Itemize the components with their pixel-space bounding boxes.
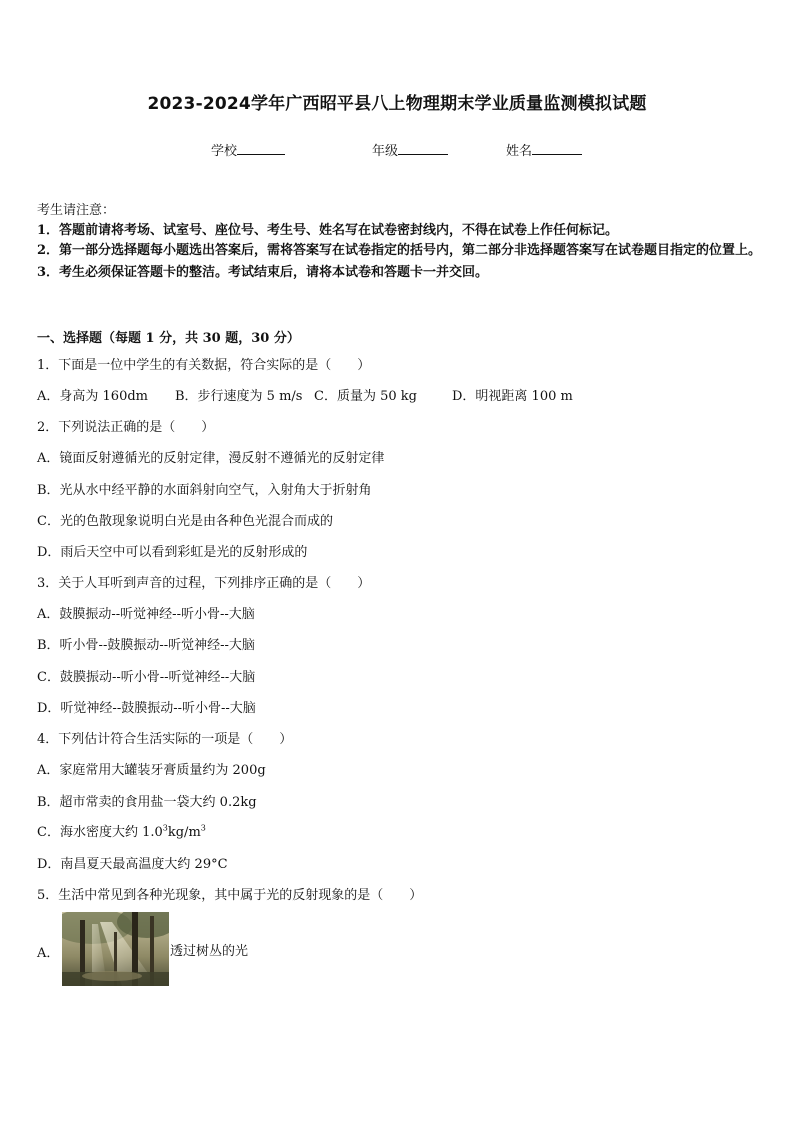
q1-option-c: C．质量为 50 kg [314, 389, 417, 404]
notice-item-3: 3．考生必须保证答题卡的整洁。考试结束后，请将本试卷和答题卡一并交回。 [37, 265, 489, 280]
q2-option-c: C．光的色散现象说明白光是由各种色光混合而成的 [37, 514, 333, 529]
school-label: 学校 [211, 144, 238, 159]
q3-option-a: A．鼓膜振动--听觉神经--听小骨--大脑 [37, 607, 255, 622]
question-2-stem: 2．下列说法正确的是（ ） [37, 420, 215, 435]
grade-label: 年级 [372, 144, 399, 159]
name-field [506, 140, 582, 159]
q4-option-b: B．超市常卖的食用盐一袋大约 0.2kg [37, 795, 257, 810]
q2-option-d: D．雨后天空中可以看到彩虹是光的反射形成的 [37, 545, 308, 560]
q3-option-b: B．听小骨--鼓膜振动--听觉神经--大脑 [37, 638, 255, 653]
q1-option-b: B．步行速度为 5 m/s [175, 389, 303, 404]
q4-option-c [37, 821, 206, 840]
page-title: 2023-2024学年广西昭平县八上物理期末学业质量监测模拟试题 [147, 94, 647, 114]
question-1-options [37, 385, 573, 404]
q4-option-a: A．家庭常用大罐装牙膏质量约为 200g [37, 763, 266, 778]
q3-option-d: D．听觉神经--鼓膜振动--听小骨--大脑 [37, 701, 256, 716]
q1-option-a: A．身高为 160dm [37, 389, 148, 404]
section-heading: 一、选择题（每题 1 分，共 30 题，30 分） [37, 331, 300, 346]
question-3-stem: 3．关于人耳听到声音的过程，下列排序正确的是（ ） [37, 576, 371, 591]
school-blank [237, 142, 285, 155]
q5-option-a-letter: A． [37, 946, 60, 961]
question-1-stem: 1．下面是一位中学生的有关数据，符合实际的是（ ） [37, 358, 371, 373]
notice-block [37, 201, 762, 283]
q2-option-b: B．光从水中经平静的水面斜射向空气，入射角大于折射角 [37, 483, 372, 498]
grade-field [372, 140, 448, 159]
name-blank [532, 142, 582, 155]
q2-option-a: A．镜面反射遵循光的反射定律，漫反射不遵循光的反射定律 [37, 451, 385, 466]
notice-item-2: 2．第一部分选择题每小题选出答案后，需将答案写在试卷指定的括号内，第二部分非选择题答案写在试卷题目指定的位置上。 [37, 243, 762, 258]
school-field [211, 140, 285, 159]
name-label: 姓名 [506, 144, 533, 159]
q4-option-c-exp: 3 [162, 823, 168, 833]
q5-option-a-caption: 透过树丛的光 [170, 944, 249, 959]
question-4-stem: 4．下列估计符合生活实际的一项是（ ） [37, 732, 293, 747]
q1-option-d: D．明视距离 100 m [452, 389, 573, 404]
notice-heading: 考生请注意： [37, 203, 116, 218]
q3-option-c: C．鼓膜振动--听小骨--听觉神经--大脑 [37, 670, 256, 685]
forest-light-illustration [62, 912, 169, 986]
question-5-stem: 5．生活中常见到各种光现象，其中属于光的反射现象的是（ ） [37, 888, 423, 903]
q4-option-d: D．南昌夏天最高温度大约 29°C [37, 857, 228, 872]
notice-item-1: 1．答题前请将考场、试室号、座位号、考生号、姓名写在试卷密封线内，不得在试卷上作任何标记。 [37, 223, 619, 238]
q4-option-c-unit-exp: 3 [200, 823, 206, 833]
q4-option-c-unit: kg/m [167, 825, 201, 840]
forest-light-image [62, 912, 169, 986]
grade-blank [398, 142, 448, 155]
q4-option-c-text: C．海水密度大约 1.0 [37, 825, 163, 840]
